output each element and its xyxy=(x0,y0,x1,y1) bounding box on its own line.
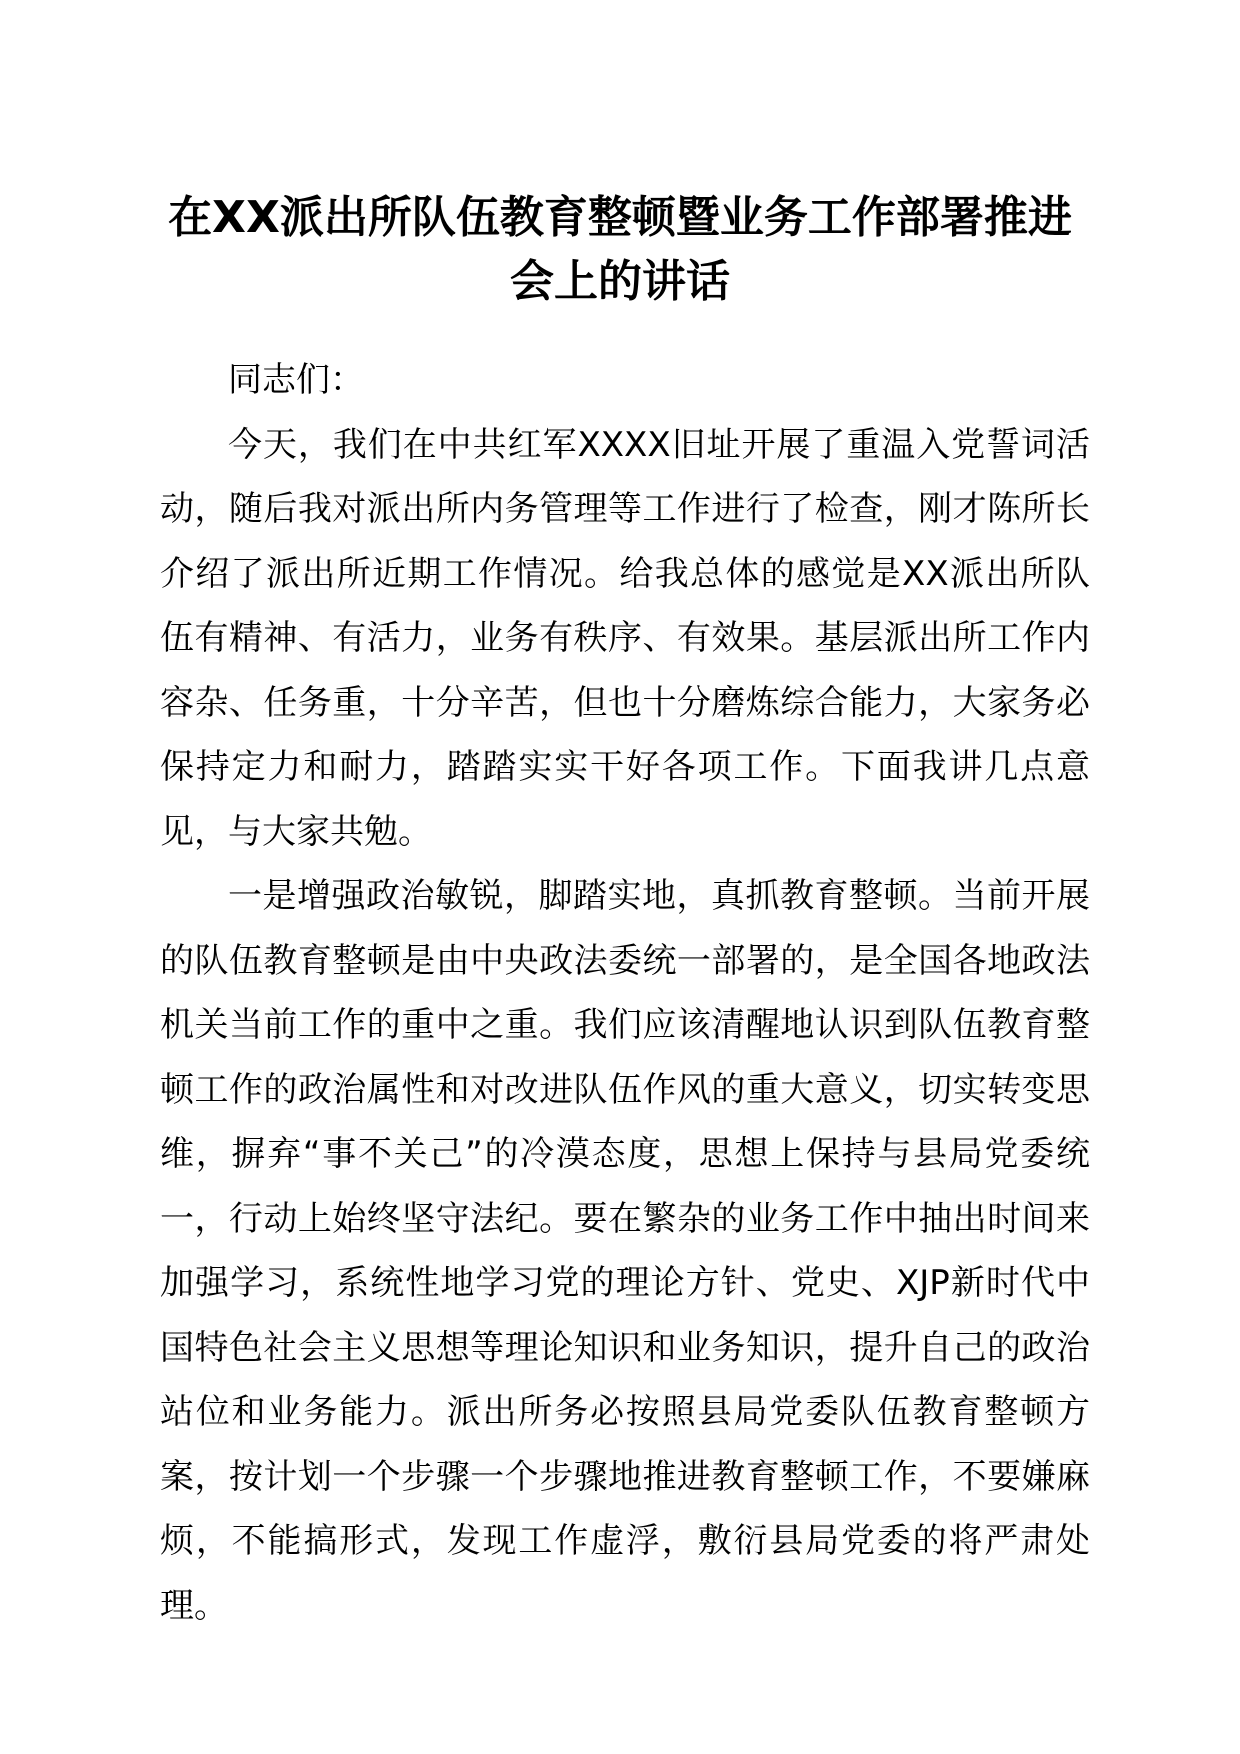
salutation: 同志们： xyxy=(228,360,364,400)
document-body xyxy=(160,348,1090,1638)
document-title: 在XX派出所队伍教育整顿暨业务工作部署推进会上的讲话 xyxy=(168,192,1072,307)
paragraph-point-one: 一是增强政治敏锐，脚踏实地，真抓教育整顿。当前开展的队伍教育整顿是由中央政法委统一部署的，是全国各地政法机关当前工作的重中之重。我们应该清醒地认识到队伍教育整顿工作的政治属性和对改进队伍作风的重大意义，切实转变思维，摒弃“事不关己”的冷漠态度，思想上保持与县局党委统一，行动上始终坚守法纪。要在繁杂的业务工作中抽出时间来加强学习，系统性地学习党的理论方针、党史、XJP新时代中国特色社会主义思想等理论知识和业务知识，提升自己的政治站位和业务能力。派出所务必按照县局党委队伍教育整顿方案，按计划一个步骤一个步骤地推进教育整顿工作，不要嫌麻烦，不能搞形式，发现工作虚浮，敷衍县局党委的将严肃处理。 xyxy=(160,876,1090,1626)
paragraph-opening: 今天，我们在中共红军XXXX旧址开展了重温入党誓词活动，随后我对派出所内务管理等工作进行了检查，刚才陈所长介绍了派出所近期工作情况。给我总体的感觉是XX派出所队伍有精神、有活力，业务有秩序、有效果。基层派出所工作内容杂、任务重，十分辛苦，但也十分磨炼综合能力，大家务必保持定力和耐力，踏踏实实干好各项工作。下面我讲几点意见，与大家共勉。 xyxy=(160,424,1090,852)
